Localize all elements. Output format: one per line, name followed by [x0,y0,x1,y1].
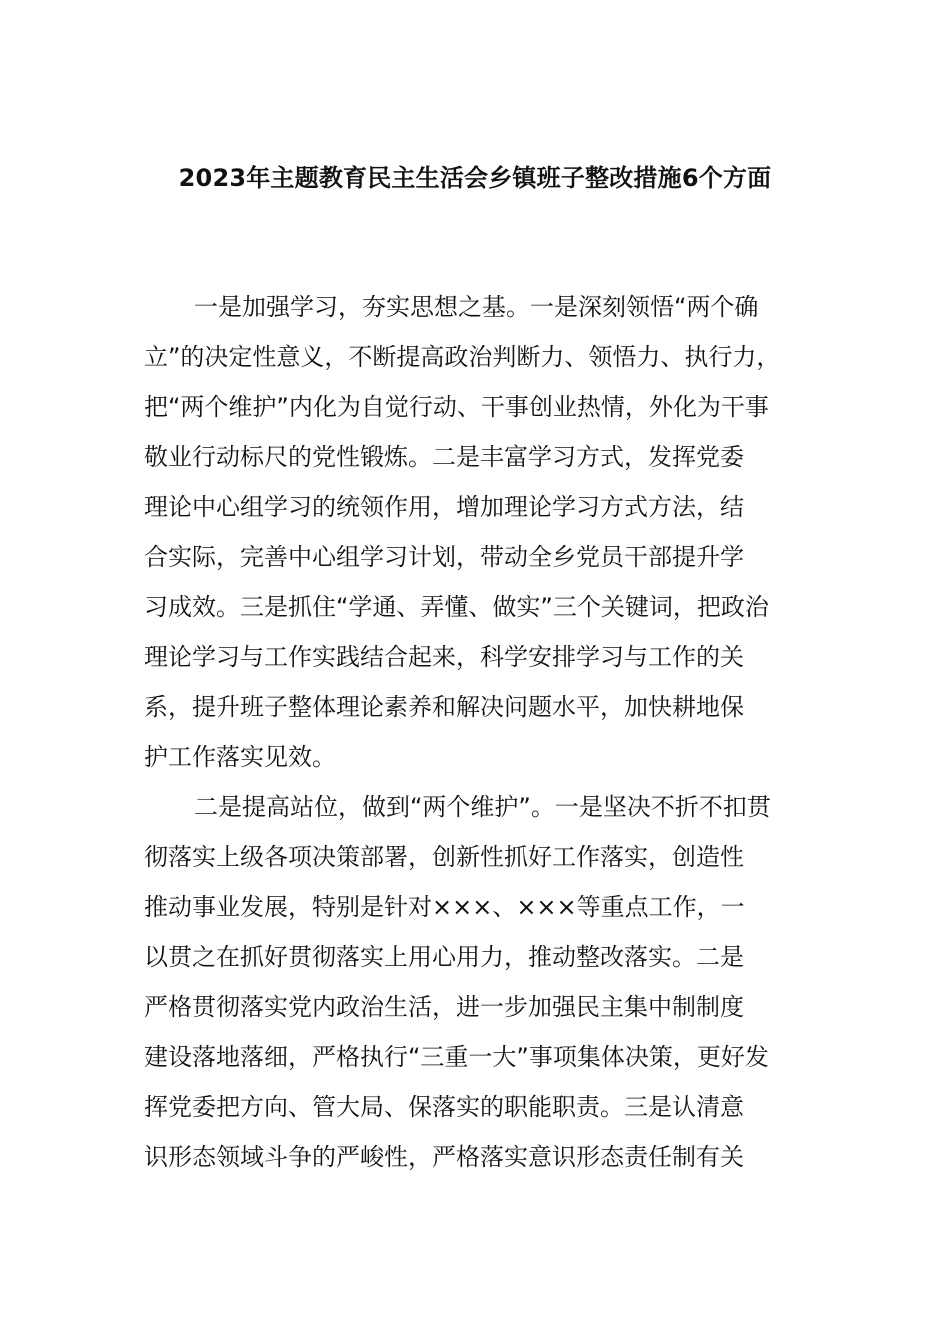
document-title: 2023年主题教育民主生活会乡镇班子整改措施6个方面 [178,164,772,192]
paragraph-line: 严格贯彻落实党内政治生活，进一步加强民主集中制制度 [144,993,744,1021]
paragraph-1 [144,282,834,782]
paragraph-line: 二是提高站位，做到“两个维护”。一是坚决不折不扣贯 [194,793,771,821]
paragraph-line: 合实际，完善中心组学习计划，带动全乡党员干部提升学 [144,543,744,571]
paragraph-line: 系，提升班子整体理论素养和解决问题水平，加快耕地保 [144,693,744,721]
paragraph-line: 彻落实上级各项决策部署，创新性抓好工作落实，创造性 [144,843,744,871]
paragraph-line: 理论学习与工作实践结合起来，科学安排学习与工作的关 [144,643,744,671]
paragraph-line: 理论中心组学习的统领作用，增加理论学习方式方法，结 [144,493,744,521]
paragraph-line: 立”的决定性意义，不断提高政治判断力、领悟力、执行力， [144,343,781,371]
paragraph-line: 敬业行动标尺的党性锻炼。二是丰富学习方式，发挥党委 [144,443,744,471]
paragraph-line: 挥党委把方向、管大局、保落实的职能职责。三是认清意 [144,1093,744,1121]
paragraph-line: 一是加强学习，夯实思想之基。一是深刻领悟“两个确 [194,293,759,321]
paragraph-line: 推动事业发展，特别是针对×××、×××等重点工作，一 [144,893,745,921]
paragraph-line: 护工作落实见效。 [144,743,336,771]
document-body [144,282,834,1182]
paragraph-line: 把“两个维护”内化为自觉行动、干事创业热情，外化为干事 [144,393,769,421]
paragraph-line: 习成效。三是抓住“学通、弄懂、做实”三个关键词，把政治 [144,593,769,621]
paragraph-line: 建设落地落细，严格执行“三重一大”事项集体决策，更好发 [144,1043,769,1071]
paragraph-2 [144,782,834,1182]
paragraph-line: 识形态领域斗争的严峻性，严格落实意识形态责任制有关 [144,1143,744,1171]
paragraph-line: 以贯之在抓好贯彻落实上用心用力，推动整改落实。二是 [144,943,744,971]
